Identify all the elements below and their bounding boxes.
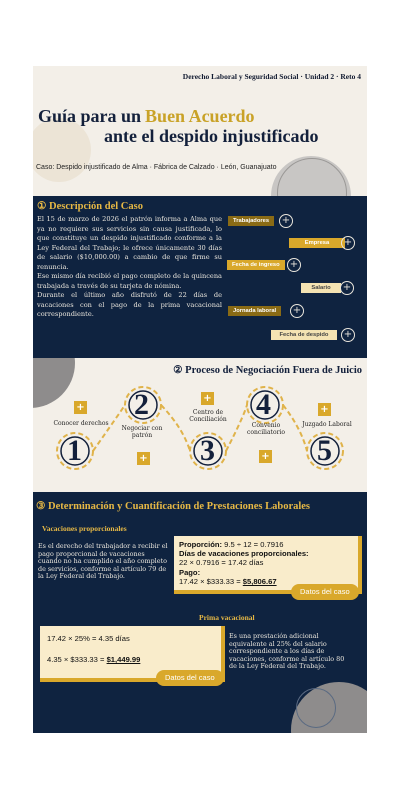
prima-text: Es una prestación adicional equivalente al 25% del salario correspondiente a los días de vacaciones, conforme al artículo 80 de la Ley Federal del Trabajo. [229, 632, 345, 671]
plus-icon[interactable]: + [201, 392, 214, 405]
course-label: Derecho Laboral y Seguridad Social · Unidad 2 · Reto 4 [182, 72, 361, 81]
tag-fecha-ingreso: Fecha de ingreso [227, 260, 285, 270]
calc-value: 17.42 × $333.33 = [179, 576, 241, 586]
calc-label: Días de vacaciones proporcionales: [179, 549, 309, 559]
plus-icon[interactable]: + [259, 450, 272, 463]
paragraph: El 15 de marzo de 2026 el patrón informa a Alma que ya no requiere sus servicios sin causa justificada, lo que constituye un despido injustificado conforme a la Ley Federal del Trabajo; le ofrece únicamente 30 días de salario ($10,000.00) a cambio de que firme su renuncia. [37, 215, 222, 271]
step-label: Convenio conciliatorio [247, 422, 285, 436]
section-title: ③ Determinación y Cuantificación de Prestaciones Laborales [36, 501, 311, 512]
plus-icon[interactable]: + [74, 401, 87, 414]
decorative-circle [33, 118, 91, 182]
paragraph: Ese mismo día recibió el pago completo de la quincena trabajada a través de su tarjeta de nómina. [37, 272, 222, 290]
tag-fecha-despido: Fecha de despido [271, 330, 337, 340]
subtitle-vacaciones: Vacaciones proporcionales [42, 524, 127, 533]
step-number: 4 [256, 388, 271, 421]
tag-empresa: Empresa [289, 238, 345, 248]
tag-trabajadores: Trabajadores [228, 216, 274, 226]
decorative-ring [296, 688, 336, 728]
case-data-button[interactable]: Datos del caso [156, 670, 224, 686]
calc-result: $1,449.99 [106, 655, 141, 665]
section-case-description [33, 196, 367, 358]
plus-icon[interactable]: + [279, 214, 293, 228]
plus-icon[interactable]: + [290, 304, 304, 318]
tag-jornada-laboral: Jornada laboral [228, 306, 281, 316]
tag-salario: Salario [301, 283, 341, 293]
plus-icon[interactable]: + [287, 258, 301, 272]
step-number: 5 [317, 434, 332, 467]
header [33, 66, 367, 196]
plus-icon[interactable]: + [318, 403, 331, 416]
section-negotiation-process [33, 358, 367, 492]
step-label: Negociar con patrón [121, 425, 163, 439]
plus-icon[interactable]: + [341, 328, 355, 342]
section-title: ② Proceso de Negociación Fuera de Juicio [173, 365, 362, 376]
step-number: 2 [134, 388, 149, 421]
plus-icon[interactable]: + [137, 452, 150, 465]
step-number: 3 [200, 434, 215, 467]
step-label: Centro de Conciliación [189, 409, 227, 423]
plus-icon[interactable]: + [340, 281, 354, 295]
title-line-2: ante el despido injustificado [104, 126, 319, 146]
case-description-text [37, 215, 222, 320]
calc-value: 17.42 × 25% = 4.35 días [47, 634, 130, 643]
title-highlight: Buen Acuerdo [145, 106, 255, 126]
title-line-1 [38, 106, 255, 127]
infographic [33, 66, 367, 733]
calc-result: $5,806.67 [242, 576, 277, 586]
plus-icon[interactable]: + [341, 236, 355, 250]
subtitle-prima: Prima vacacional [199, 613, 255, 622]
step-number: 1 [67, 434, 82, 467]
section-benefits-calculation [33, 492, 367, 733]
calc-value: 4.35 × $333.33 = [47, 655, 105, 665]
section-title: ① Descripción del Caso [37, 201, 143, 212]
title-part-1: Guía para un [38, 106, 142, 126]
paragraph: Durante el último año disfrutó de 22 días de vacaciones con el pago de la prima vacacional correspondiente. [37, 291, 222, 318]
case-subtitle: Caso: Despido injustificado de Alma · Fábrica de Calzado · León, Guanajuato [36, 164, 277, 171]
calc-label: Pago: [179, 567, 201, 577]
vacaciones-text: Es el derecho del trabajador a recibir el pago proporcional de vacaciones cuando no ha cumplido el año completo de servicios, conforme al artículo 79 de la Ley Federal del Trabajo. [38, 542, 168, 581]
step-label: Juzgado Laboral [302, 421, 352, 428]
calc-value: 22 × 0.7916 = 17.42 días [179, 558, 264, 568]
calc-value: 9.5 ÷ 12 = 0.7916 [224, 540, 284, 549]
step-label: Conocer derechos [53, 420, 109, 427]
case-data-button[interactable]: Datos del caso [291, 584, 359, 600]
calc-label: Proporción: [179, 540, 223, 549]
